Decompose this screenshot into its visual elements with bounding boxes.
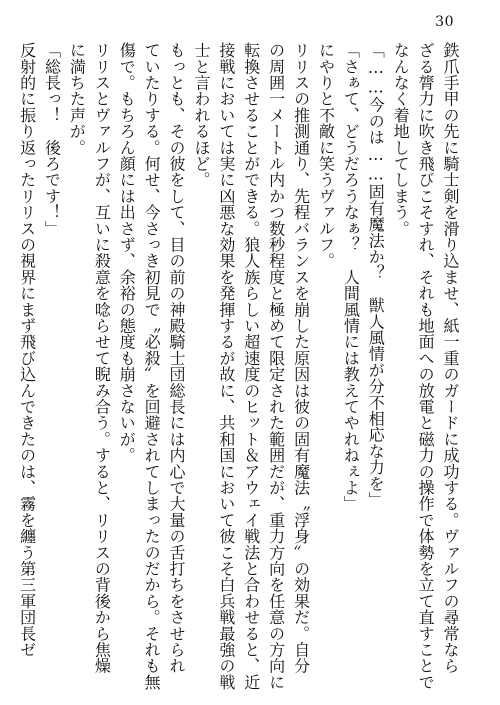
text-line: リリスの推測通り、先程バランスを崩した原因は彼の固有魔法〝浮身〟の効果だ。自分 (291, 42, 311, 674)
text-line: 反射的に振り返ったリリスの視界にまず飛び込んできたのは、霧を纏う第三軍団長ゼ (17, 42, 37, 658)
page-number: 30 (435, 14, 454, 30)
text-line: 傷で。もちろん顔には出さず、余裕の態度も崩さないが。 (117, 42, 137, 464)
text-line: なんなく着地してしまう。 (391, 42, 411, 237)
text-line: ざる膂力に吹き飛びこそすれ、それも地面への放電と磁力の操作で体勢を立て直すことで (416, 42, 436, 690)
text-line: に満ちた声が。 (67, 42, 87, 156)
text-line: 「さぁて、どうだろうなぁ？ 人間風情には教えてやれねぇよ」 (341, 42, 361, 512)
text-line: 接戦においては実に凶悪な効果を発揮するが故に、共和国において彼こそ白兵戦最強の戦 (216, 42, 236, 690)
text-line: 「総長っ！ 後ろです！」 (42, 42, 62, 237)
text-line: もっとも、その彼をして、目の前の神殿騎士団総長には内心で大量の舌打ちをさせられ (167, 42, 187, 674)
text-line: リリスとヴァルフが、互いに殺意を唸らせて睨み合う。すると、リリスの背後から焦燥 (92, 42, 112, 674)
text-line: 士と言われるほど。 (191, 42, 211, 188)
text-line: ていたりする。何せ、今さっき初見で〝必殺〟を回避されてしまったのだから。それも無 (142, 42, 162, 690)
text-line: の周囲一メートル内かつ数秒程度と極めて限定された範囲だが、重力方向を任意の方向に (266, 42, 286, 690)
text-line: 「……今のは……固有魔法か？ 獣人風情が分不相応な力を」 (366, 42, 386, 508)
text-line: 鉄爪手甲の先に騎士剣を滑り込ませ、紙一重のガードに成功する。ヴァルフの尋常なら (441, 42, 460, 674)
vertical-text-body (14, 42, 462, 690)
text-line: 転換させることができる。狼人族らしい超速度のヒット＆アウェイ戦法と合わせると、近 (241, 42, 261, 690)
text-line: にやりと不敵に笑うヴァルフ。 (316, 42, 336, 269)
